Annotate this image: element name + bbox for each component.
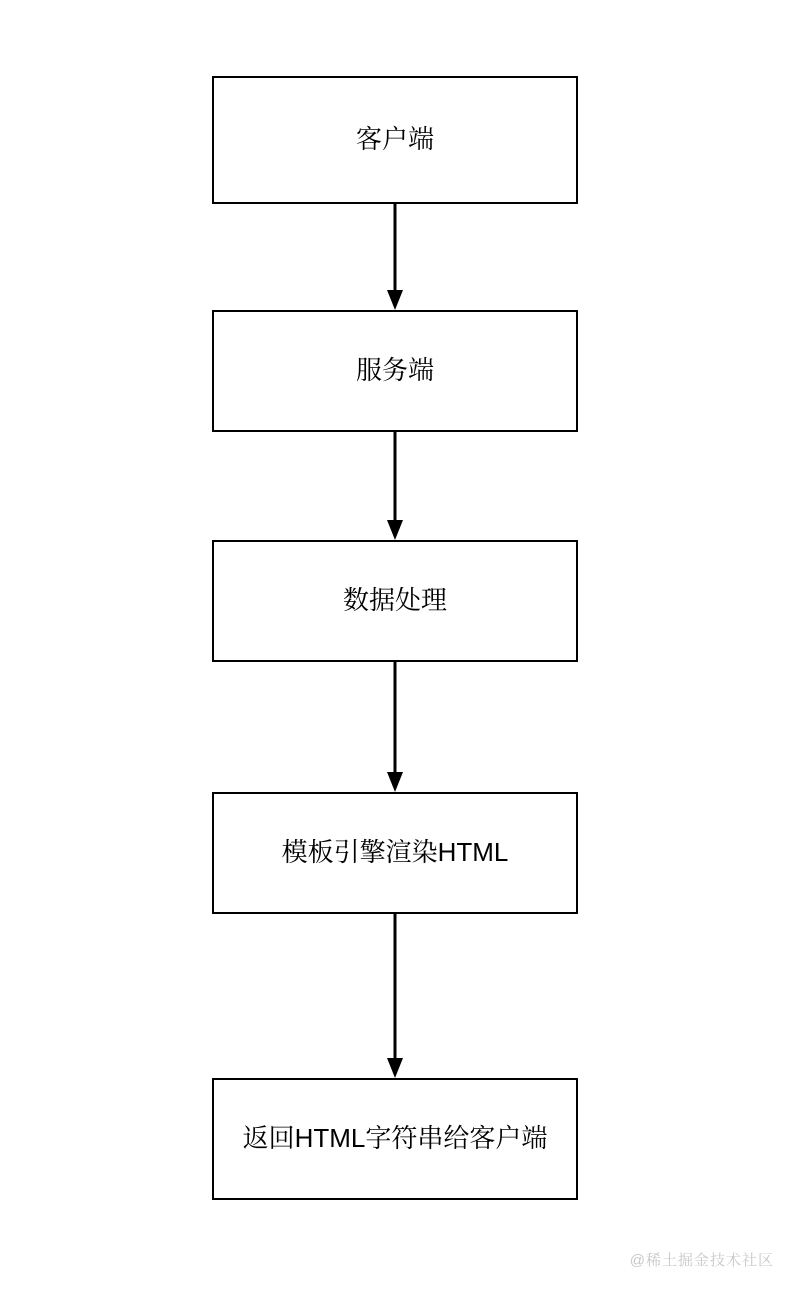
flow-node-label: 模板引擎渲染HTML bbox=[281, 837, 509, 868]
flow-node-return-html bbox=[212, 1078, 578, 1200]
flow-node-client bbox=[212, 76, 578, 204]
flow-node-server bbox=[212, 310, 578, 432]
flow-node-label: 返回HTML字符串给客户端 bbox=[242, 1123, 548, 1154]
watermark: @稀土掘金技术社区 bbox=[629, 1252, 774, 1269]
flow-arrow-processing-to-template bbox=[380, 662, 410, 792]
flow-node-template-render bbox=[212, 792, 578, 914]
flow-node-label: 服务端 bbox=[355, 355, 434, 386]
flow-arrow-client-to-server bbox=[380, 204, 410, 310]
flow-node-label: 客户端 bbox=[355, 124, 434, 155]
flow-node-data-processing bbox=[212, 540, 578, 662]
flow-arrow-server-to-processing bbox=[380, 432, 410, 540]
flow-node-label: 数据处理 bbox=[342, 585, 447, 616]
flow-arrow-template-to-response bbox=[380, 914, 410, 1078]
